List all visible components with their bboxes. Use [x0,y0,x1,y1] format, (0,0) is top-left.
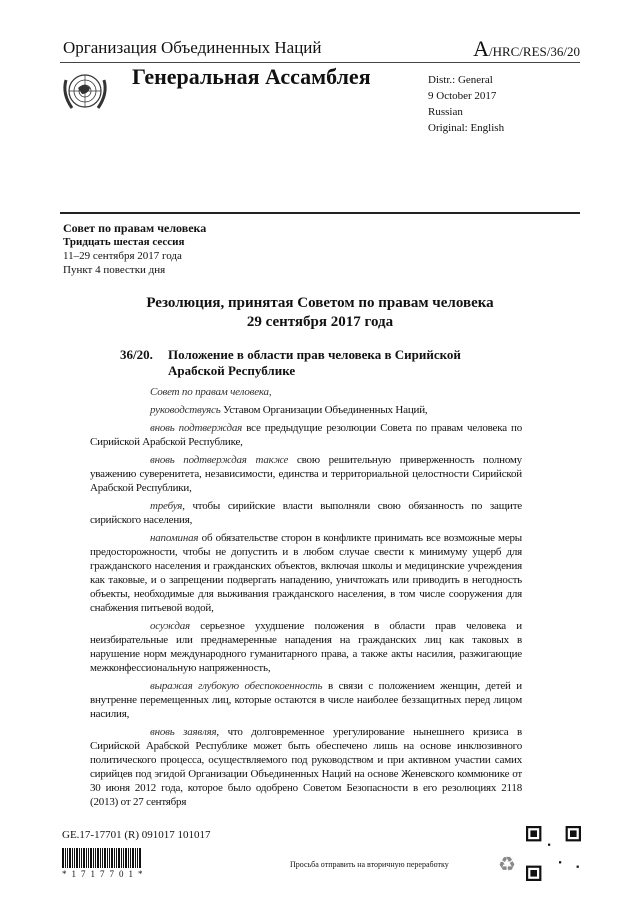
barcode-bar [104,848,106,868]
original-language-line: Original: English [428,122,505,134]
distribution-info [428,72,504,136]
barcode-bar [76,848,78,868]
barcode-bar [88,848,89,868]
section-divider [60,212,580,214]
paragraph-lead: Совет по правам человека, [150,386,272,398]
barcode [62,848,154,868]
paragraph-lead: вновь подтверждая также [150,454,289,466]
paragraph-text: , чтобы сирийские власти выполняли свою обязанность по защите сирийского населения, [90,500,522,526]
barcode-bar [114,848,115,868]
barcode-bar [111,848,113,868]
document-code: GE.17-17701 (R) 091017 101017 [62,829,211,841]
session-dates: 11–29 сентября 2017 года [63,250,182,262]
paragraph [90,679,522,721]
recycle-icon: ♻ [498,854,516,876]
resolution-number: 36/20. [120,347,153,362]
paragraph-lead: вновь заявляя [150,726,217,738]
barcode-bar [102,848,103,868]
barcode-bar [128,848,129,868]
barcode-bar [72,848,73,868]
barcode-number: *1717701* [62,869,148,879]
barcode-bar [74,848,75,868]
barcode-bar [79,848,80,868]
paragraph [90,725,522,809]
barcode-bar [130,848,131,868]
paragraph-lead: вновь подтверждая [150,422,243,434]
barcode-bar [83,848,85,868]
paragraph-lead: напоминая [150,532,199,544]
resolution-title [60,294,580,332]
barcode-bar [93,848,94,868]
paragraph-text: , что долговременное урегулирование нынешнего кризиса в Сирийской Арабской Республике может быть обеспечено лишь на основе инклюзивного политического процесса, осуществляемого под руководством и при активном участии самих сирийцев под эгидой Организации Объединенных Наций на основе Женевского коммюнике от 30 июня 2012 года, которое было одобрено Советом Безопасности в его резолюциях 2118 (2013) от 27 сентября [90,726,522,808]
paragraph-lead: руководствуясь [150,404,221,416]
paragraph [90,619,522,675]
barcode-bar [97,848,99,868]
title-line: Резолюция, принятая Советом по правам человека [146,295,494,311]
barcode-bar [135,848,136,868]
resolution-body [90,385,522,813]
paragraph [90,403,522,417]
resolution-heading: Положение в области прав человека в Сирийской Арабской Республике [168,347,461,378]
symbol-rest: /HRC/RES/36/20 [488,44,580,59]
barcode-bar [100,848,101,868]
symbol-letter: A [473,36,489,61]
title-date: 29 сентября 2017 года [246,314,394,330]
barcode-bar [90,848,92,868]
paragraph [90,499,522,527]
paragraph-text: все предыдущие резолюции Совета по правам человека по Сирийской Арабской Республике, [90,422,522,448]
organization-name: Организация Объединенных Наций [63,38,322,57]
barcode-bar [86,848,87,868]
paragraph-text: об обязательстве сторон в конфликте принимать все возможные меры предосторожности, чтобы не допустить и в любом случае свести к минимуму ущерб для гражданского населения и гражданских объектов, включая школы и медицинские учреждения как таковые, и о запрещении подвергать нападению, уничтожать или приводить в негодность объекты, необходимые для выживания гражданского населения, в том числе сооружения для снабжения питьевой водой, [90,532,522,614]
paragraph-text: Уставом Организации Объединенных Наций, [220,404,428,416]
barcode-bar [116,848,117,868]
paragraph [90,385,522,399]
recycle-note: Просьба отправить на вторичную переработку [290,860,449,869]
paragraph-lead: требуя [150,500,183,512]
barcode-bar [132,848,134,868]
barcode-bar [125,848,127,868]
barcode-bar [95,848,96,868]
paragraph-text: серьезное ухудшение положения в области прав человека и неизбирательные или преднамеренные нападения на гражданских лиц как таковых в нарушение норм международного гуманитарного права, а также акты насилия, разжигающие межконфессиональную напряженность, [90,620,522,674]
barcode-bar [62,848,64,868]
agenda-item: Пункт 4 повестки дня [63,264,166,276]
barcode-bar [67,848,68,868]
barcode-bar [109,848,110,868]
document-symbol [473,36,580,62]
barcode-bar [118,848,120,868]
barcode-bar [65,848,66,868]
session-info [63,221,206,277]
paragraph [90,531,522,615]
paragraph-text: свою решительную приверженность полному уважению суверенитета, независимости, единства и территориальной целостности Сирийской Арабской Республики, [90,454,522,494]
header-divider [60,62,580,63]
barcode-bar [81,848,82,868]
council-name: Совет по правам человека [63,221,207,235]
paragraph [90,453,522,495]
barcode-bar [123,848,124,868]
barcode-bar [107,848,108,868]
barcode-bar [137,848,138,868]
un-emblem-icon [60,66,110,116]
distr-line: Distr.: General [428,74,493,86]
paragraph-lead: осуждая [150,620,190,632]
session-name: Тридцать шестая сессия [63,236,185,248]
qr-code-icon [526,826,581,881]
paragraph-text: в связи с положением женщин, детей и внутренне перемещенных лиц, которые остаются в числе наиболее беззащитных перед лицом насилия, [90,680,522,720]
barcode-bar [139,848,141,868]
language-line: Russian [428,106,463,118]
barcode-bar [121,848,122,868]
date-line: 9 October 2017 [428,90,497,102]
assembly-title: Генеральная Ассамблея [132,64,371,89]
paragraph [90,421,522,449]
paragraph-lead: выражая глубокую обеспокоенность [150,680,323,692]
barcode-bar [69,848,71,868]
